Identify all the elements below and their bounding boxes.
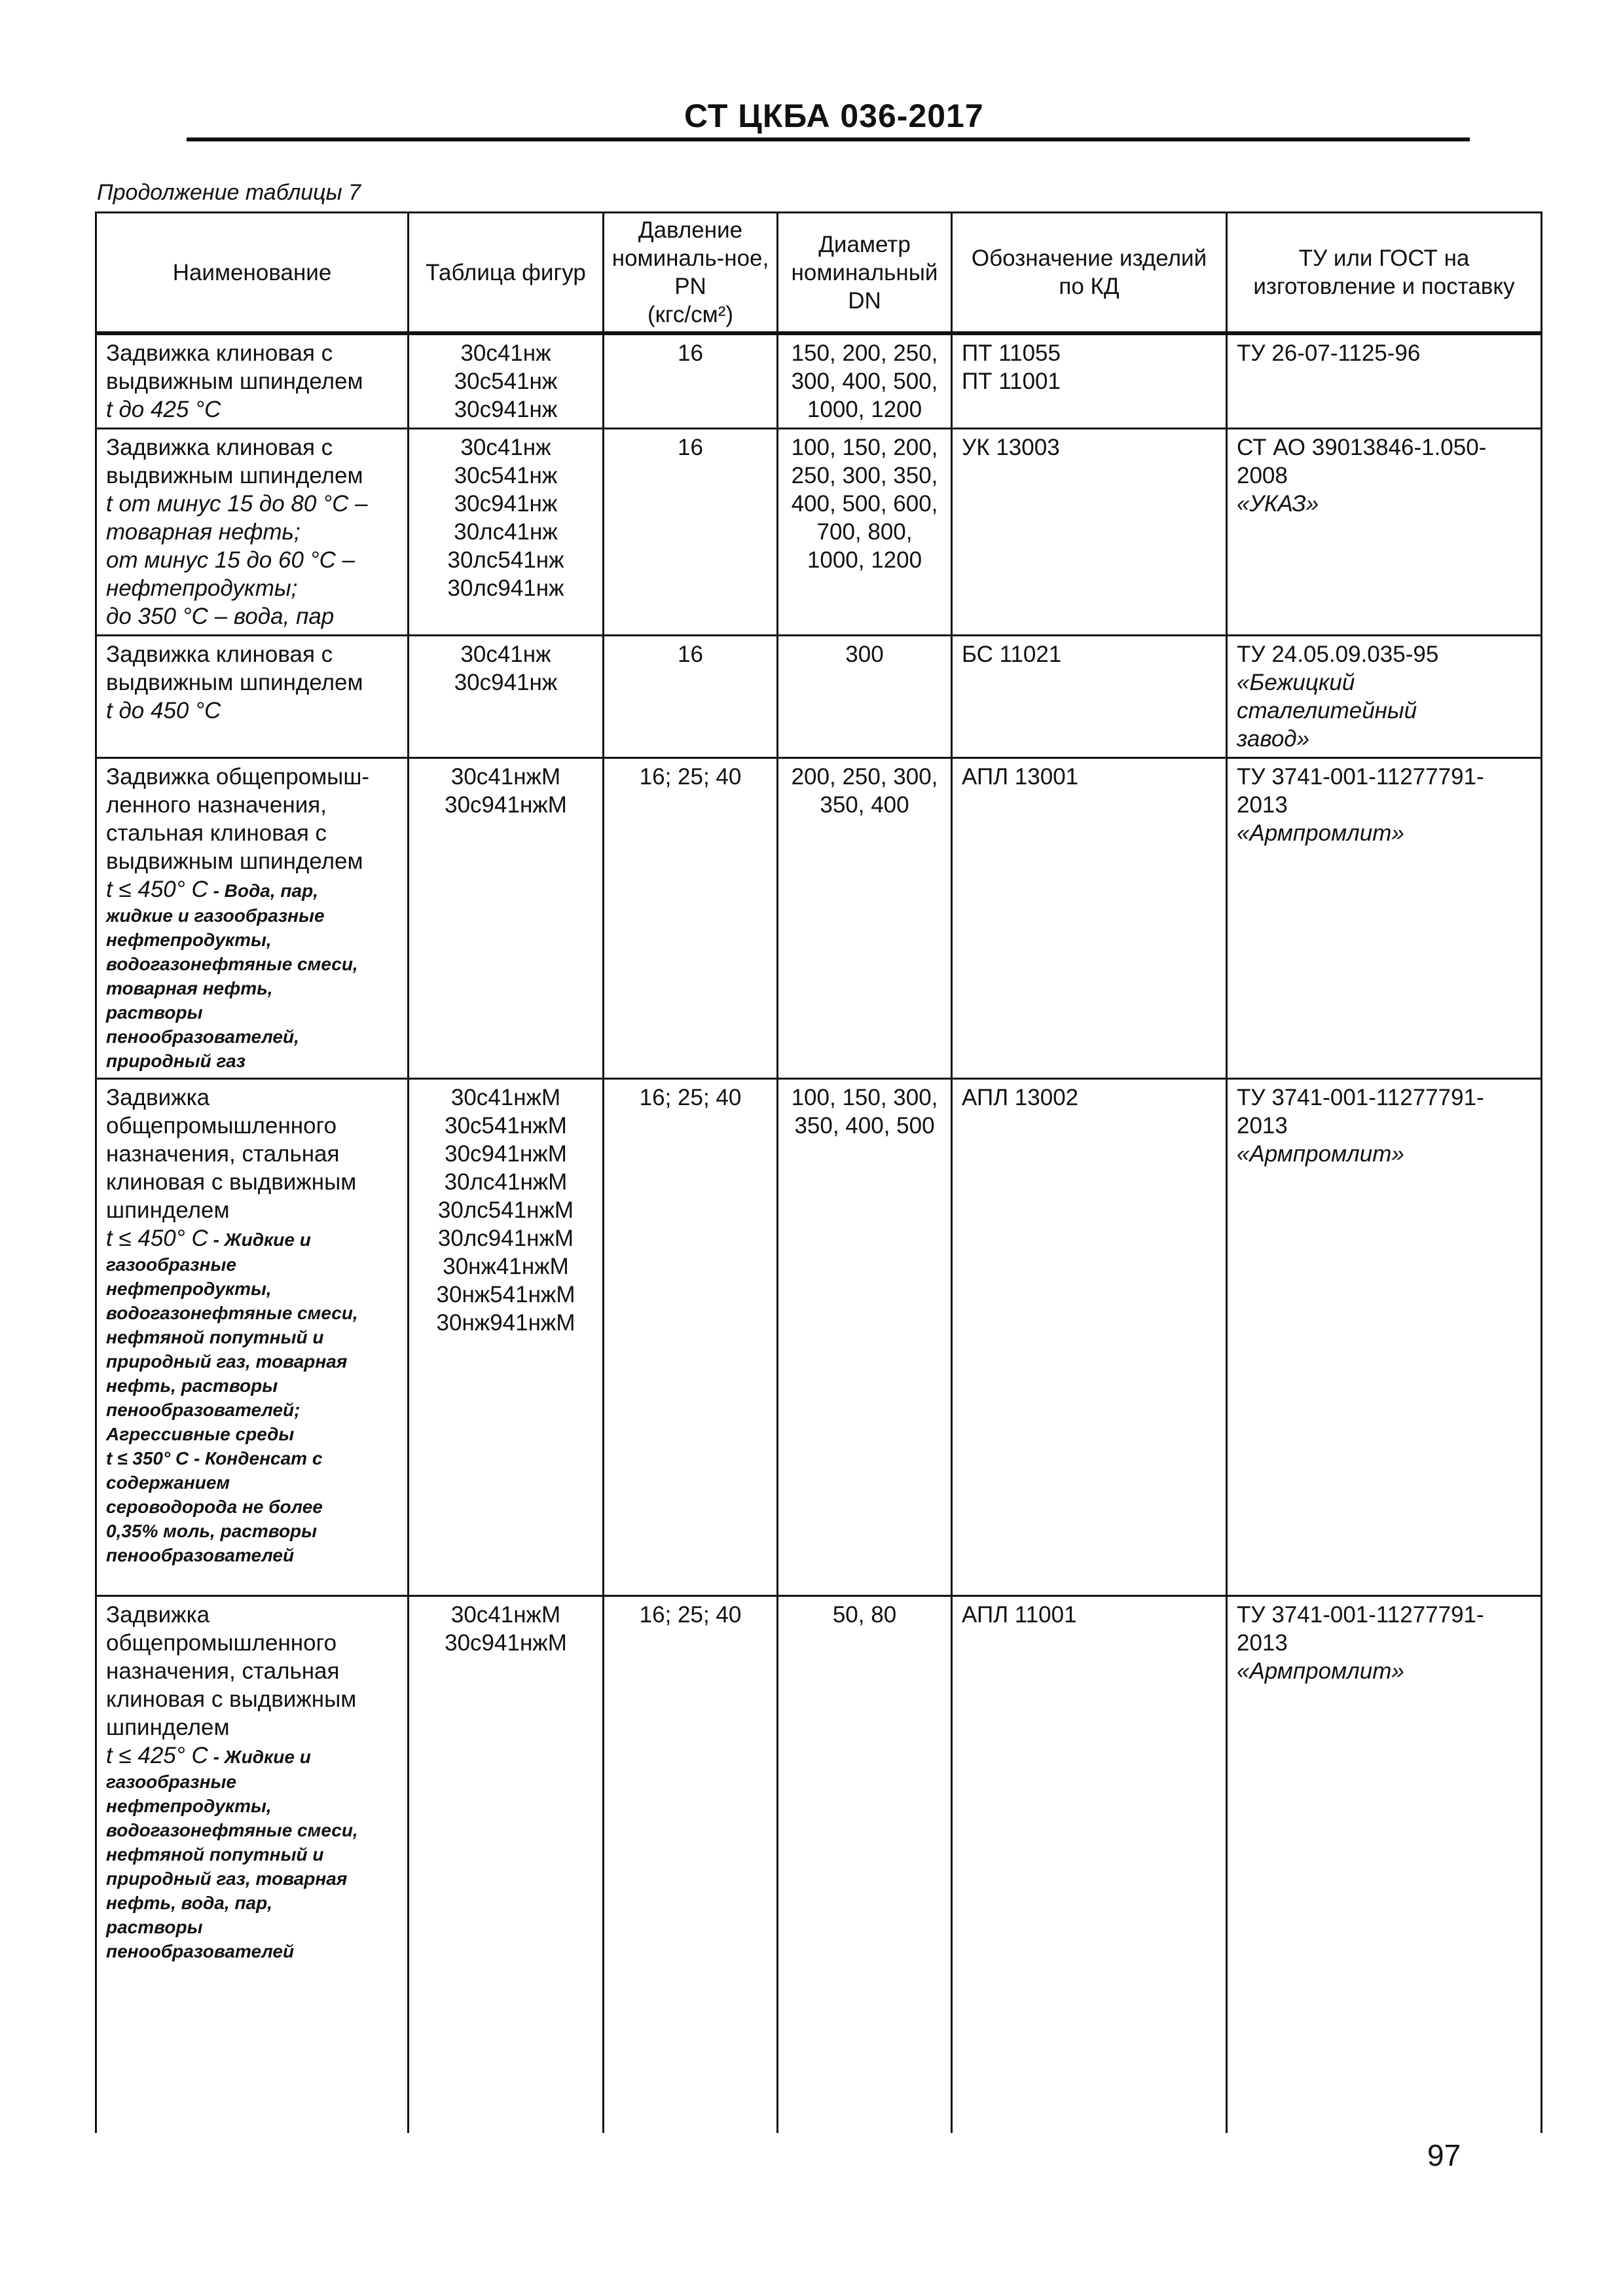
note-line: нефтяной попутный и: [106, 1327, 324, 1347]
note-line: жидкие и газообразные: [106, 905, 325, 926]
cell-line: АПЛ 13002: [962, 1085, 1079, 1110]
note-line: газообразные: [106, 1254, 236, 1275]
cell-line: t до 450 °С: [106, 698, 221, 723]
cell-figures: [409, 1079, 604, 1596]
cell-line: 30с41нжМ: [450, 764, 561, 790]
table-row: [96, 758, 1542, 1079]
cell-line: 30лс541нжМ: [437, 1197, 574, 1223]
cell-line: Задвижка клиновая с: [106, 435, 333, 460]
cell-line: 1000, 1200: [807, 397, 922, 422]
cell-line: 2013: [1237, 792, 1288, 818]
cell-standard: [1227, 333, 1542, 429]
cell-line: назначения, стальная: [106, 1141, 340, 1167]
cell-designation: [952, 636, 1227, 758]
cell-figures: [409, 636, 604, 758]
cell-line: ленного назначения,: [106, 792, 327, 818]
cell-line: 30с541нж: [454, 369, 558, 394]
table-row: [96, 333, 1542, 429]
note-line: водогазонефтяные смеси,: [106, 1303, 358, 1323]
cell-designation: [952, 758, 1227, 1079]
note-line: газообразные: [106, 1772, 236, 1792]
cell-line: 30лс541нж: [447, 547, 564, 573]
cell-line: 100, 150, 200,: [791, 435, 938, 460]
cell-designation: [952, 429, 1227, 636]
cell-name: [96, 333, 409, 429]
cell-line: нефтепродукты;: [106, 575, 298, 601]
cell-line: до 350 °С – вода, пар: [106, 604, 335, 629]
cell-line: «Бежицкий: [1237, 670, 1355, 695]
cell-line: СТ АО 39013846-1.050-: [1237, 435, 1487, 460]
column-header-designation: Обозначение изделий по КД: [952, 213, 1227, 334]
cell-line: выдвижным шпинделем: [106, 463, 363, 488]
cell-line: «Армпромлит»: [1237, 1658, 1404, 1684]
cell-line: 2013: [1237, 1113, 1288, 1139]
cell-line: завод»: [1237, 726, 1310, 752]
cell-line: Задвижка клиновая с: [106, 340, 333, 366]
temperature-limit: t ≤ 425° С: [106, 1743, 208, 1768]
cell-line: t до 425 °С: [106, 397, 221, 422]
cell-diameter: [778, 1596, 952, 2133]
cell-line: 400, 500, 600,: [791, 491, 938, 517]
cell-line: 30с941нжМ: [445, 1630, 567, 1656]
note-line: нефтепродукты,: [106, 1279, 272, 1299]
cell-line: 350, 400, 500: [794, 1113, 935, 1139]
cell-line: 30нж41нжМ: [443, 1254, 569, 1279]
cell-line: назначения, стальная: [106, 1658, 340, 1684]
cell-line: клиновая с выдвижным: [106, 1169, 357, 1195]
medium-note: [106, 1224, 398, 1567]
cell-line: ПТ 11001: [962, 369, 1061, 394]
cell-pressure: 16; 25; 40: [604, 1596, 778, 2133]
cell-name: [96, 636, 409, 758]
note-line: 0,35% моль, растворы: [106, 1521, 318, 1541]
cell-line: клиновая с выдвижным: [106, 1686, 357, 1712]
medium-note: [106, 875, 398, 1073]
cell-line: 350, 400: [820, 792, 909, 818]
cell-diameter: [778, 333, 952, 429]
cell-line: 300, 400, 500,: [791, 369, 938, 394]
note-line: Агрессивные среды: [106, 1424, 295, 1444]
cell-figures: [409, 333, 604, 429]
table-continuation-caption: Продолжение таблицы 7: [97, 180, 361, 205]
note-line: природный газ: [106, 1051, 246, 1071]
cell-line: 30с541нж: [454, 463, 558, 488]
cell-line: 1000, 1200: [807, 547, 922, 573]
cell-line: 30с941нж: [454, 670, 558, 695]
cell-line: 250, 300, 350,: [791, 463, 938, 488]
cell-line: ПТ 11055: [962, 340, 1061, 366]
cell-figures: [409, 1596, 604, 2133]
cell-line: 30лс941нжМ: [437, 1226, 574, 1251]
cell-line: 30нж941нжМ: [436, 1310, 575, 1336]
cell-diameter: [778, 758, 952, 1079]
cell-pressure: 16: [604, 636, 778, 758]
page-number: 97: [1427, 2138, 1461, 2172]
cell-line: от минус 15 до 60 °С –: [106, 547, 356, 573]
cell-line: выдвижным шпинделем: [106, 848, 363, 874]
column-header-diameter: Диаметр номинальный DN: [778, 213, 952, 334]
table-header-row: [96, 213, 1542, 334]
document-code: СТ ЦКБА 036-2017: [684, 98, 984, 134]
note-line: растворы: [106, 1002, 203, 1023]
cell-diameter: [778, 429, 952, 636]
cell-line: «Армпромлит»: [1237, 1141, 1404, 1167]
cell-line: 2013: [1237, 1630, 1288, 1656]
cell-name: [96, 758, 409, 1079]
note-line: пенообразователей;: [106, 1400, 301, 1420]
note-line: t ≤ 350° С - Конденсат с: [106, 1448, 323, 1468]
temperature-limit: t ≤ 450° С: [106, 877, 208, 902]
cell-name: [96, 429, 409, 636]
cell-line: 200, 250, 300,: [791, 764, 938, 790]
cell-line: ТУ 3741-001-11277791-: [1237, 764, 1484, 790]
cell-line: ТУ 26-07-1125-96: [1237, 340, 1421, 366]
cell-pressure: 16; 25; 40: [604, 758, 778, 1079]
column-header-figures: Таблица фигур: [409, 213, 604, 334]
cell-line: 700, 800,: [816, 519, 913, 545]
note-line: водогазонефтяные смеси,: [106, 1820, 358, 1840]
medium-note: [106, 1741, 398, 1963]
column-header-pressure: [604, 213, 778, 334]
note-line: природный газ, товарная: [106, 1868, 348, 1889]
cell-standard: [1227, 758, 1542, 1079]
cell-pressure: 16; 25; 40: [604, 1079, 778, 1596]
cell-line: выдвижным шпинделем: [106, 369, 363, 394]
cell-line: «УКАЗ»: [1237, 491, 1319, 517]
cell-line: АПЛ 11001: [962, 1602, 1077, 1628]
cell-line: УК 13003: [962, 435, 1060, 460]
column-header-standard: ТУ или ГОСТ на изготовление и поставку: [1227, 213, 1542, 334]
cell-designation: [952, 1596, 1227, 2133]
note-line: нефтепродукты,: [106, 930, 272, 950]
note-line: водогазонефтяные смеси,: [106, 954, 358, 974]
cell-diameter: [778, 1079, 952, 1596]
note-line: пенообразователей,: [106, 1027, 299, 1047]
cell-line: 30нж541нжМ: [436, 1282, 575, 1307]
cell-line: 30лс41нжМ: [444, 1169, 568, 1195]
cell-line: Задвижка: [106, 1085, 210, 1110]
cell-line: 30с41нж: [460, 340, 551, 366]
table-row: [96, 1596, 1542, 2133]
note-line: природный газ, товарная: [106, 1351, 348, 1372]
cell-line: 30с941нж: [454, 491, 558, 517]
column-header-name: Наименование: [96, 213, 409, 334]
cell-line: ТУ 3741-001-11277791-: [1237, 1085, 1484, 1110]
pressure-header-text: Давление номиналь-ное, PN: [611, 217, 769, 299]
cell-line: 30с41нжМ: [450, 1602, 561, 1628]
cell-line: шпинделем: [106, 1197, 230, 1223]
note-line: нефть, растворы: [106, 1376, 278, 1396]
note-line: содержанием: [106, 1472, 230, 1493]
cell-designation: [952, 1079, 1227, 1596]
note-line: нефтепродукты,: [106, 1796, 272, 1816]
cell-line: Задвижка общепромыш-: [106, 764, 370, 790]
note-line: нефтяной попутный и: [106, 1844, 324, 1865]
cell-figures: [409, 429, 604, 636]
note-line: товарная нефть,: [106, 978, 273, 998]
cell-standard: [1227, 429, 1542, 636]
cell-line: 2008: [1237, 463, 1288, 488]
cell-standard: [1227, 1596, 1542, 2133]
cell-diameter: [778, 636, 952, 758]
cell-line: общепромышленного: [106, 1630, 337, 1656]
note-line: - Жидкие и: [213, 1747, 311, 1767]
cell-line: шпинделем: [106, 1715, 230, 1740]
note-line: - Жидкие и: [213, 1230, 311, 1250]
cell-pressure: 16: [604, 333, 778, 429]
cell-line: 30с941нж: [454, 397, 558, 422]
cell-line: 30с41нж: [460, 435, 551, 460]
cell-line: 30с941нжМ: [445, 792, 567, 818]
note-line: растворы: [106, 1917, 203, 1937]
cell-line: 30с541нжМ: [445, 1113, 567, 1139]
table-row: [96, 429, 1542, 636]
note-line: нефть, вода, пар,: [106, 1893, 272, 1913]
cell-name: [96, 1596, 409, 2133]
cell-line: БС 11021: [962, 642, 1062, 667]
table-row: [96, 636, 1542, 758]
cell-line: t от минус 15 до 80 °С –: [106, 491, 368, 517]
cell-standard: [1227, 636, 1542, 758]
temperature-limit: t ≤ 450° С: [106, 1226, 208, 1251]
cell-name: [96, 1079, 409, 1596]
cell-line: товарная нефть;: [106, 519, 301, 545]
cell-line: общепромышленного: [106, 1113, 337, 1139]
cell-line: 30с941нжМ: [445, 1141, 567, 1167]
cell-line: 30с41нжМ: [450, 1085, 561, 1110]
cell-standard: [1227, 1079, 1542, 1596]
cell-line: 50, 80: [832, 1602, 897, 1628]
cell-line: выдвижным шпинделем: [106, 670, 363, 695]
table-row: [96, 1079, 1542, 1596]
note-line: пенообразователей: [106, 1545, 295, 1565]
cell-line: АПЛ 13001: [962, 764, 1079, 790]
cell-line: «Армпромлит»: [1237, 820, 1404, 846]
cell-line: сталелитейный: [1237, 698, 1417, 723]
header-rule: [187, 137, 1470, 141]
cell-line: 150, 200, 250,: [791, 340, 938, 366]
cell-line: стальная клиновая с: [106, 820, 327, 846]
cell-pressure: 16: [604, 429, 778, 636]
cell-line: 30лс941нж: [447, 575, 564, 601]
cell-line: 100, 150, 300,: [791, 1085, 938, 1110]
note-line: - Вода, пар,: [213, 881, 318, 901]
cell-designation: [952, 333, 1227, 429]
cell-line: Задвижка клиновая с: [106, 642, 333, 667]
note-line: пенообразователей: [106, 1941, 295, 1961]
cell-figures: [409, 758, 604, 1079]
note-line: сероводорода не более: [106, 1497, 323, 1517]
valve-spec-table: [95, 211, 1542, 2133]
cell-line: ТУ 3741-001-11277791-: [1237, 1602, 1484, 1628]
cell-line: ТУ 24.05.09.035-95: [1237, 642, 1439, 667]
cell-line: 30лс41нж: [454, 519, 558, 545]
cell-line: 30с41нж: [460, 642, 551, 667]
cell-line: 300: [845, 642, 884, 667]
pressure-header-unit: (кгс/см²): [647, 302, 734, 327]
cell-line: Задвижка: [106, 1602, 210, 1628]
